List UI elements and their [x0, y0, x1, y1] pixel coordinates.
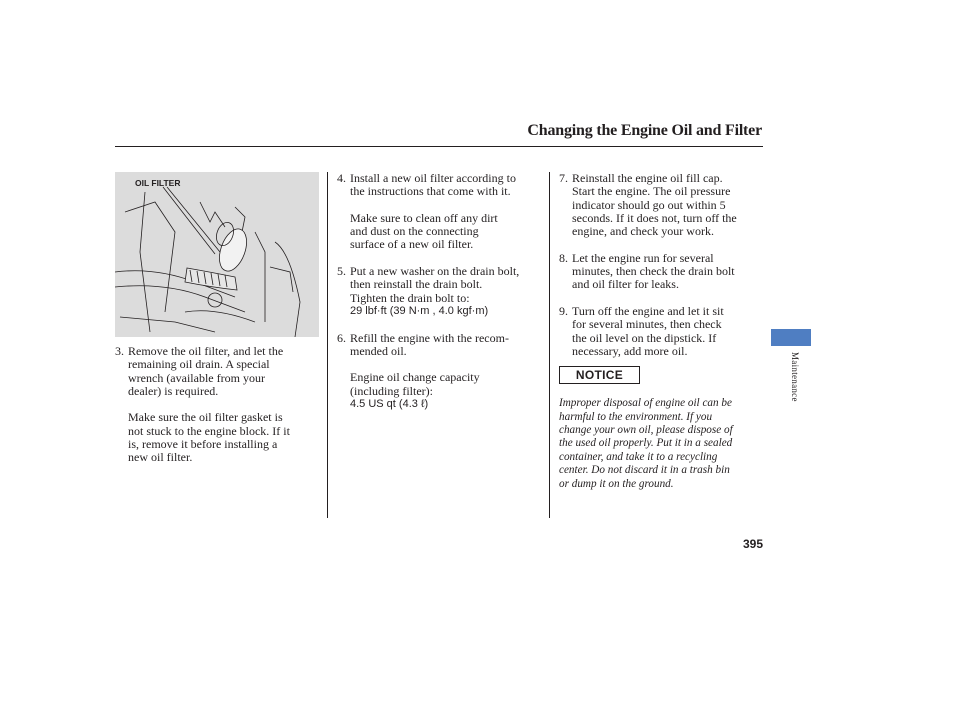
notice-line: center. Do not discard it in a trash bin — [559, 464, 730, 477]
step-note: Make sure to clean off any dirt — [350, 210, 498, 225]
step-number: 3. — [115, 344, 124, 358]
step-5 — [337, 265, 547, 318]
step-4 — [337, 172, 547, 252]
step-text: Tighten the drain bolt to: — [350, 290, 470, 305]
column-divider-1 — [327, 172, 328, 518]
step-text: indicator should go out within 5 — [572, 197, 726, 212]
step-number: 5. — [337, 264, 346, 279]
step-number: 4. — [337, 171, 346, 185]
step-note: Engine oil change capacity — [350, 370, 480, 385]
notice-badge: NOTICE — [559, 366, 640, 384]
step-6 — [337, 332, 547, 412]
step-3 — [115, 345, 320, 465]
column-1 — [115, 345, 320, 465]
column-divider-2 — [549, 172, 550, 518]
step-text: dealer) is required. — [128, 383, 219, 398]
step-text: seconds. If it does not, turn off the — [572, 210, 737, 225]
figure-label: OIL FILTER — [135, 178, 181, 188]
notice-line: container, and take it to a recycling — [559, 450, 718, 463]
page-title: Changing the Engine Oil and Filter — [527, 122, 762, 139]
step-note: is, remove it before installing a — [128, 437, 278, 452]
step-note: surface of a new oil filter. — [350, 237, 474, 252]
step-7 — [559, 172, 764, 238]
step-9 — [559, 305, 764, 358]
step-text: Put a new washer on the drain bolt, — [350, 264, 520, 279]
step-note: new oil filter. — [128, 450, 193, 465]
step-text: Start the engine. The oil pressure — [572, 184, 731, 199]
step-number: 8. — [559, 250, 568, 265]
notice-line: harmful to the environment. If you — [559, 410, 713, 423]
step-text: the instructions that come with it. — [350, 184, 511, 199]
column-2 — [337, 172, 547, 411]
step-text: wrench (available from your — [128, 370, 265, 385]
step-note: not stuck to the engine block. If it — [128, 423, 290, 438]
engine-drawing — [115, 172, 319, 337]
notice-text — [559, 397, 764, 491]
step-text: Install a new oil filter according to — [350, 171, 516, 185]
notice-line: the used oil properly. Put it in a sealed — [559, 437, 733, 450]
section-tab — [771, 329, 811, 346]
step-text: remaining oil drain. A special — [128, 357, 270, 372]
step-text: necessary, add more oil. — [572, 343, 688, 358]
column-3 — [559, 172, 764, 491]
step-note: Make sure the oil filter gasket is — [128, 410, 283, 425]
step-text: Turn off the engine and let it sit — [572, 303, 724, 318]
section-label: Maintenance — [790, 352, 800, 402]
step-text: then reinstall the drain bolt. — [350, 277, 483, 292]
step-text: minutes, then check the drain bolt — [572, 264, 735, 279]
step-text: Refill the engine with the recom- — [350, 330, 509, 345]
step-text: Let the engine run for several — [572, 250, 714, 265]
torque-spec: 29 lbf·ft (39 N·m , 4.0 kgf·m) — [350, 304, 489, 317]
step-text: the oil level on the dipstick. If — [572, 330, 717, 345]
step-number: 9. — [559, 303, 568, 318]
step-number: 7. — [559, 171, 568, 185]
step-note: and dust on the connecting — [350, 224, 479, 239]
notice-line: change your own oil, please dispose of — [559, 423, 733, 436]
page-number: 395 — [742, 537, 763, 551]
step-text: and oil filter for leaks. — [572, 277, 679, 292]
step-text: mended oil. — [350, 343, 407, 358]
step-text: Reinstall the engine oil fill cap. — [572, 171, 723, 185]
step-note: (including filter): — [350, 383, 433, 398]
step-number: 6. — [337, 330, 346, 345]
oil-filter-illustration — [115, 172, 319, 337]
step-text: engine, and check your work. — [572, 224, 714, 239]
step-8 — [559, 252, 764, 292]
step-text: Remove the oil filter, and let the — [128, 344, 284, 358]
notice-line: Improper disposal of engine oil can be — [559, 397, 732, 410]
notice-line: or dump it on the ground. — [559, 477, 674, 490]
capacity-spec: 4.5 US qt (4.3 ℓ) — [350, 398, 429, 411]
title-rule — [115, 146, 763, 147]
step-text: for several minutes, then check — [572, 317, 722, 332]
